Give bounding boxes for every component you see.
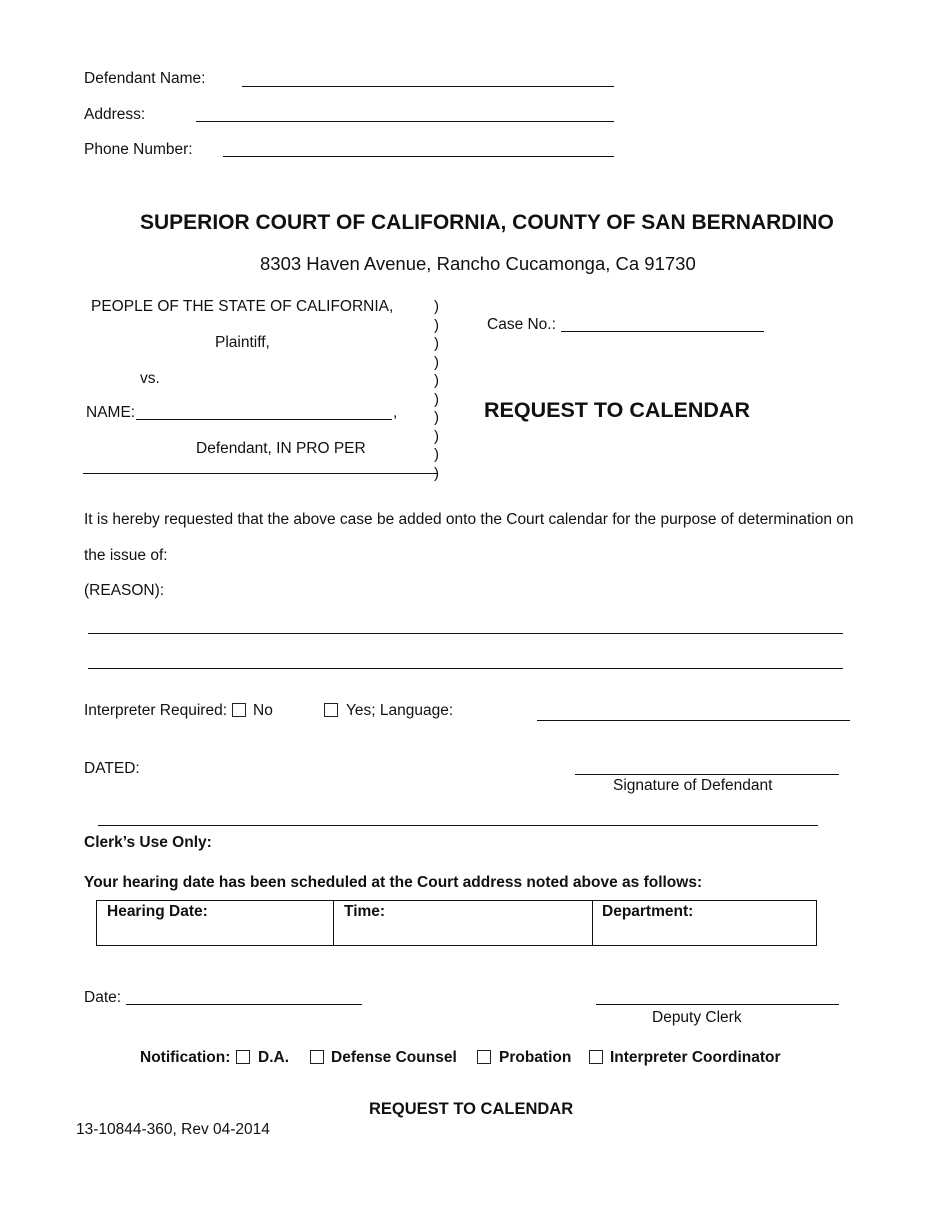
- case-no-label: Case No.:: [487, 316, 556, 333]
- clerk-divider: [98, 825, 818, 826]
- clerk-date-field[interactable]: [126, 1004, 362, 1005]
- hearing-table: [96, 900, 817, 946]
- defendant-signature-field[interactable]: [575, 774, 839, 775]
- request-text-line2: the issue of:: [84, 547, 168, 564]
- notification-label: Notification:: [140, 1049, 231, 1066]
- name-comma: ,: [393, 404, 398, 421]
- caption-underline: [83, 473, 438, 474]
- reason-line-1[interactable]: [88, 633, 843, 634]
- time-header: Time:: [344, 903, 386, 920]
- request-text-line1: It is hereby requested that the above case be added onto the Court calendar for the purpose of determination on: [84, 511, 854, 528]
- plaintiff-label: Plaintiff,: [215, 334, 270, 351]
- interpreter-yes-label: Yes; Language:: [346, 702, 454, 719]
- court-address: 8303 Haven Avenue, Rancho Cucamonga, Ca 91730: [260, 253, 696, 274]
- defendant-name-field[interactable]: [242, 86, 614, 87]
- notify-probation-checkbox[interactable]: [477, 1050, 491, 1064]
- scheduled-text: Your hearing date has been scheduled at the Court address noted above as follows:: [84, 874, 703, 891]
- notify-interpreter-label: Interpreter Coordinator: [610, 1049, 781, 1066]
- document-title: REQUEST TO CALENDAR: [484, 398, 750, 422]
- interpreter-no-label: No: [253, 702, 273, 719]
- reason-line-2[interactable]: [88, 668, 843, 669]
- address-field[interactable]: [196, 121, 614, 122]
- notify-da-label: D.A.: [258, 1049, 289, 1066]
- interpreter-yes-checkbox[interactable]: [324, 703, 338, 717]
- name-label: NAME:: [86, 404, 136, 421]
- deputy-clerk-label: Deputy Clerk: [652, 1009, 742, 1026]
- notify-defense-label: Defense Counsel: [331, 1049, 457, 1066]
- dated-label: DATED:: [84, 760, 140, 777]
- deputy-clerk-signature-field[interactable]: [596, 1004, 839, 1005]
- notify-interpreter-checkbox[interactable]: [589, 1050, 603, 1064]
- notify-probation-label: Probation: [499, 1049, 572, 1066]
- defendant-name-label: Defendant Name:: [84, 70, 206, 87]
- court-title: SUPERIOR COURT OF CALIFORNIA, COUNTY OF SAN BERNARDINO: [140, 211, 834, 234]
- address-label: Address:: [84, 106, 146, 123]
- phone-field[interactable]: [223, 156, 614, 157]
- people-caption: PEOPLE OF THE STATE OF CALIFORNIA,: [91, 298, 394, 315]
- defendant-caption: Defendant, IN PRO PER: [196, 440, 366, 457]
- notify-da-checkbox[interactable]: [236, 1050, 250, 1064]
- reason-label: (REASON):: [84, 582, 165, 599]
- form-number: 13-10844-360, Rev 04-2014: [76, 1121, 270, 1138]
- phone-label: Phone Number:: [84, 141, 193, 158]
- clerk-date-label: Date:: [84, 989, 122, 1006]
- interpreter-no-checkbox[interactable]: [232, 703, 246, 717]
- department-header: Department:: [602, 903, 694, 920]
- notify-defense-checkbox[interactable]: [310, 1050, 324, 1064]
- signature-label: Signature of Defendant: [613, 777, 773, 794]
- caption-name-field[interactable]: [136, 419, 392, 420]
- interpreter-label: Interpreter Required:: [84, 702, 228, 719]
- footer-title: REQUEST TO CALENDAR: [369, 1100, 574, 1118]
- caption-parentheses: ) ) ) ) ) ) ) ) ) ): [434, 298, 439, 482]
- case-no-field[interactable]: [561, 331, 764, 332]
- vs-label: vs.: [140, 370, 160, 387]
- language-field[interactable]: [537, 720, 850, 721]
- clerk-use-only: Clerk’s Use Only:: [84, 834, 212, 851]
- hearing-date-header: Hearing Date:: [107, 903, 208, 920]
